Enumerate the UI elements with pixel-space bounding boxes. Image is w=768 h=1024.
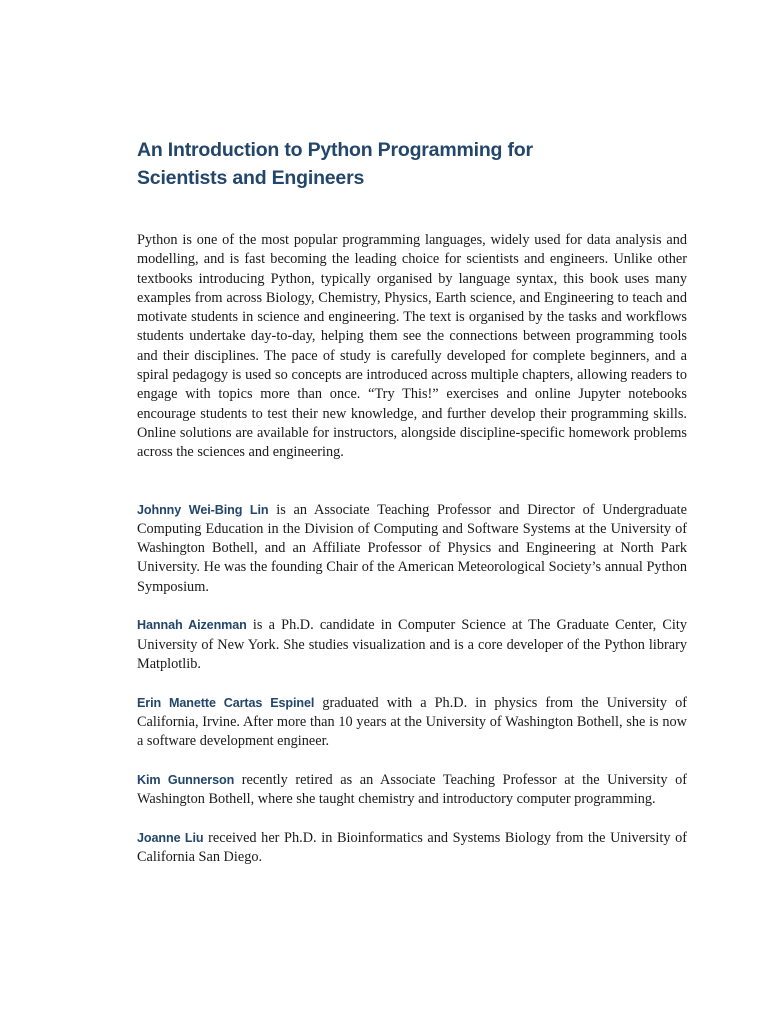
author-bios: [137, 501, 687, 868]
author-bio-text: recently retired as an Associate Teaching Professor at the University of Washington Bothell, where she taught chemistry and introductory computer programming.: [137, 771, 688, 808]
book-title-line-1: An Introduction to Python Programming for: [137, 139, 533, 161]
author-bio-text: received her Ph.D. in Bioinformatics and Systems Biology from the University of California San Diego.: [137, 829, 687, 865]
author-bio-liu: [137, 829, 687, 868]
author-bio-aizenman: [137, 616, 687, 674]
author-bio-text: graduated with a Ph.D. in physics from the University of California, Irvine. After more than 10 years at the University of Washington Bothell, she is now a software development engineer.: [137, 694, 687, 750]
author-name: Kim Gunnerson: [137, 772, 235, 787]
author-bio-text: is a Ph.D. candidate in Computer Science at The Graduate Center, City University of New York. She studies visualization and is a core developer of the Python library Matplotlib.: [137, 617, 687, 672]
author-bio-espinel: [137, 694, 687, 752]
author-bio-lin: [137, 501, 687, 597]
author-bio-gunnerson: [137, 771, 687, 810]
author-name: Hannah Aizenman: [137, 618, 247, 633]
book-description: Python is one of the most popular programming languages, widely used for data analysis and modelling, and is fast becoming the leading choice for scientists and engineers. Unlike other textbooks introducing Python, typically organised by language syntax, this book uses many examples from across Biology, Chemistry, Physics, Earth science, and Engineering to teach and motivate students in science and engineering. The text is organised by the tasks and workflows students undertake day-to-day, helping them see the connections between programming tools and their disciplines. The pace of study is carefully developed for complete beginners, and a spiral pedagogy is used so concepts are introduced across multiple chapters, allowing readers to engage with topics more than once. “Try This!” exercises and online Jupyter notebooks encourage students to test their new knowledge, and further develop their programming skills. Online solutions are available for instructors, alongside discipline-specific homework problems across the sciences and engineering.: [137, 232, 687, 461]
book-title: [137, 136, 687, 192]
author-name: Joanne Liu: [137, 830, 204, 845]
author-bio-text: is an Associate Teaching Professor and Director of Undergraduate Computing Education in the Division of Computing and Software Systems at the University of Washington Bothell, and an Affiliate Professor of Physics and Engineering at North Park University. He was the founding Chair of the American Meteorological Society’s annual Python Symposium.: [137, 501, 687, 595]
author-name: Johnny Wei-Bing Lin: [137, 502, 269, 517]
book-title-line-2: Scientists and Engineers: [137, 167, 365, 189]
document-page: [137, 136, 687, 887]
author-name: Erin Manette Cartas Espinel: [137, 695, 315, 710]
